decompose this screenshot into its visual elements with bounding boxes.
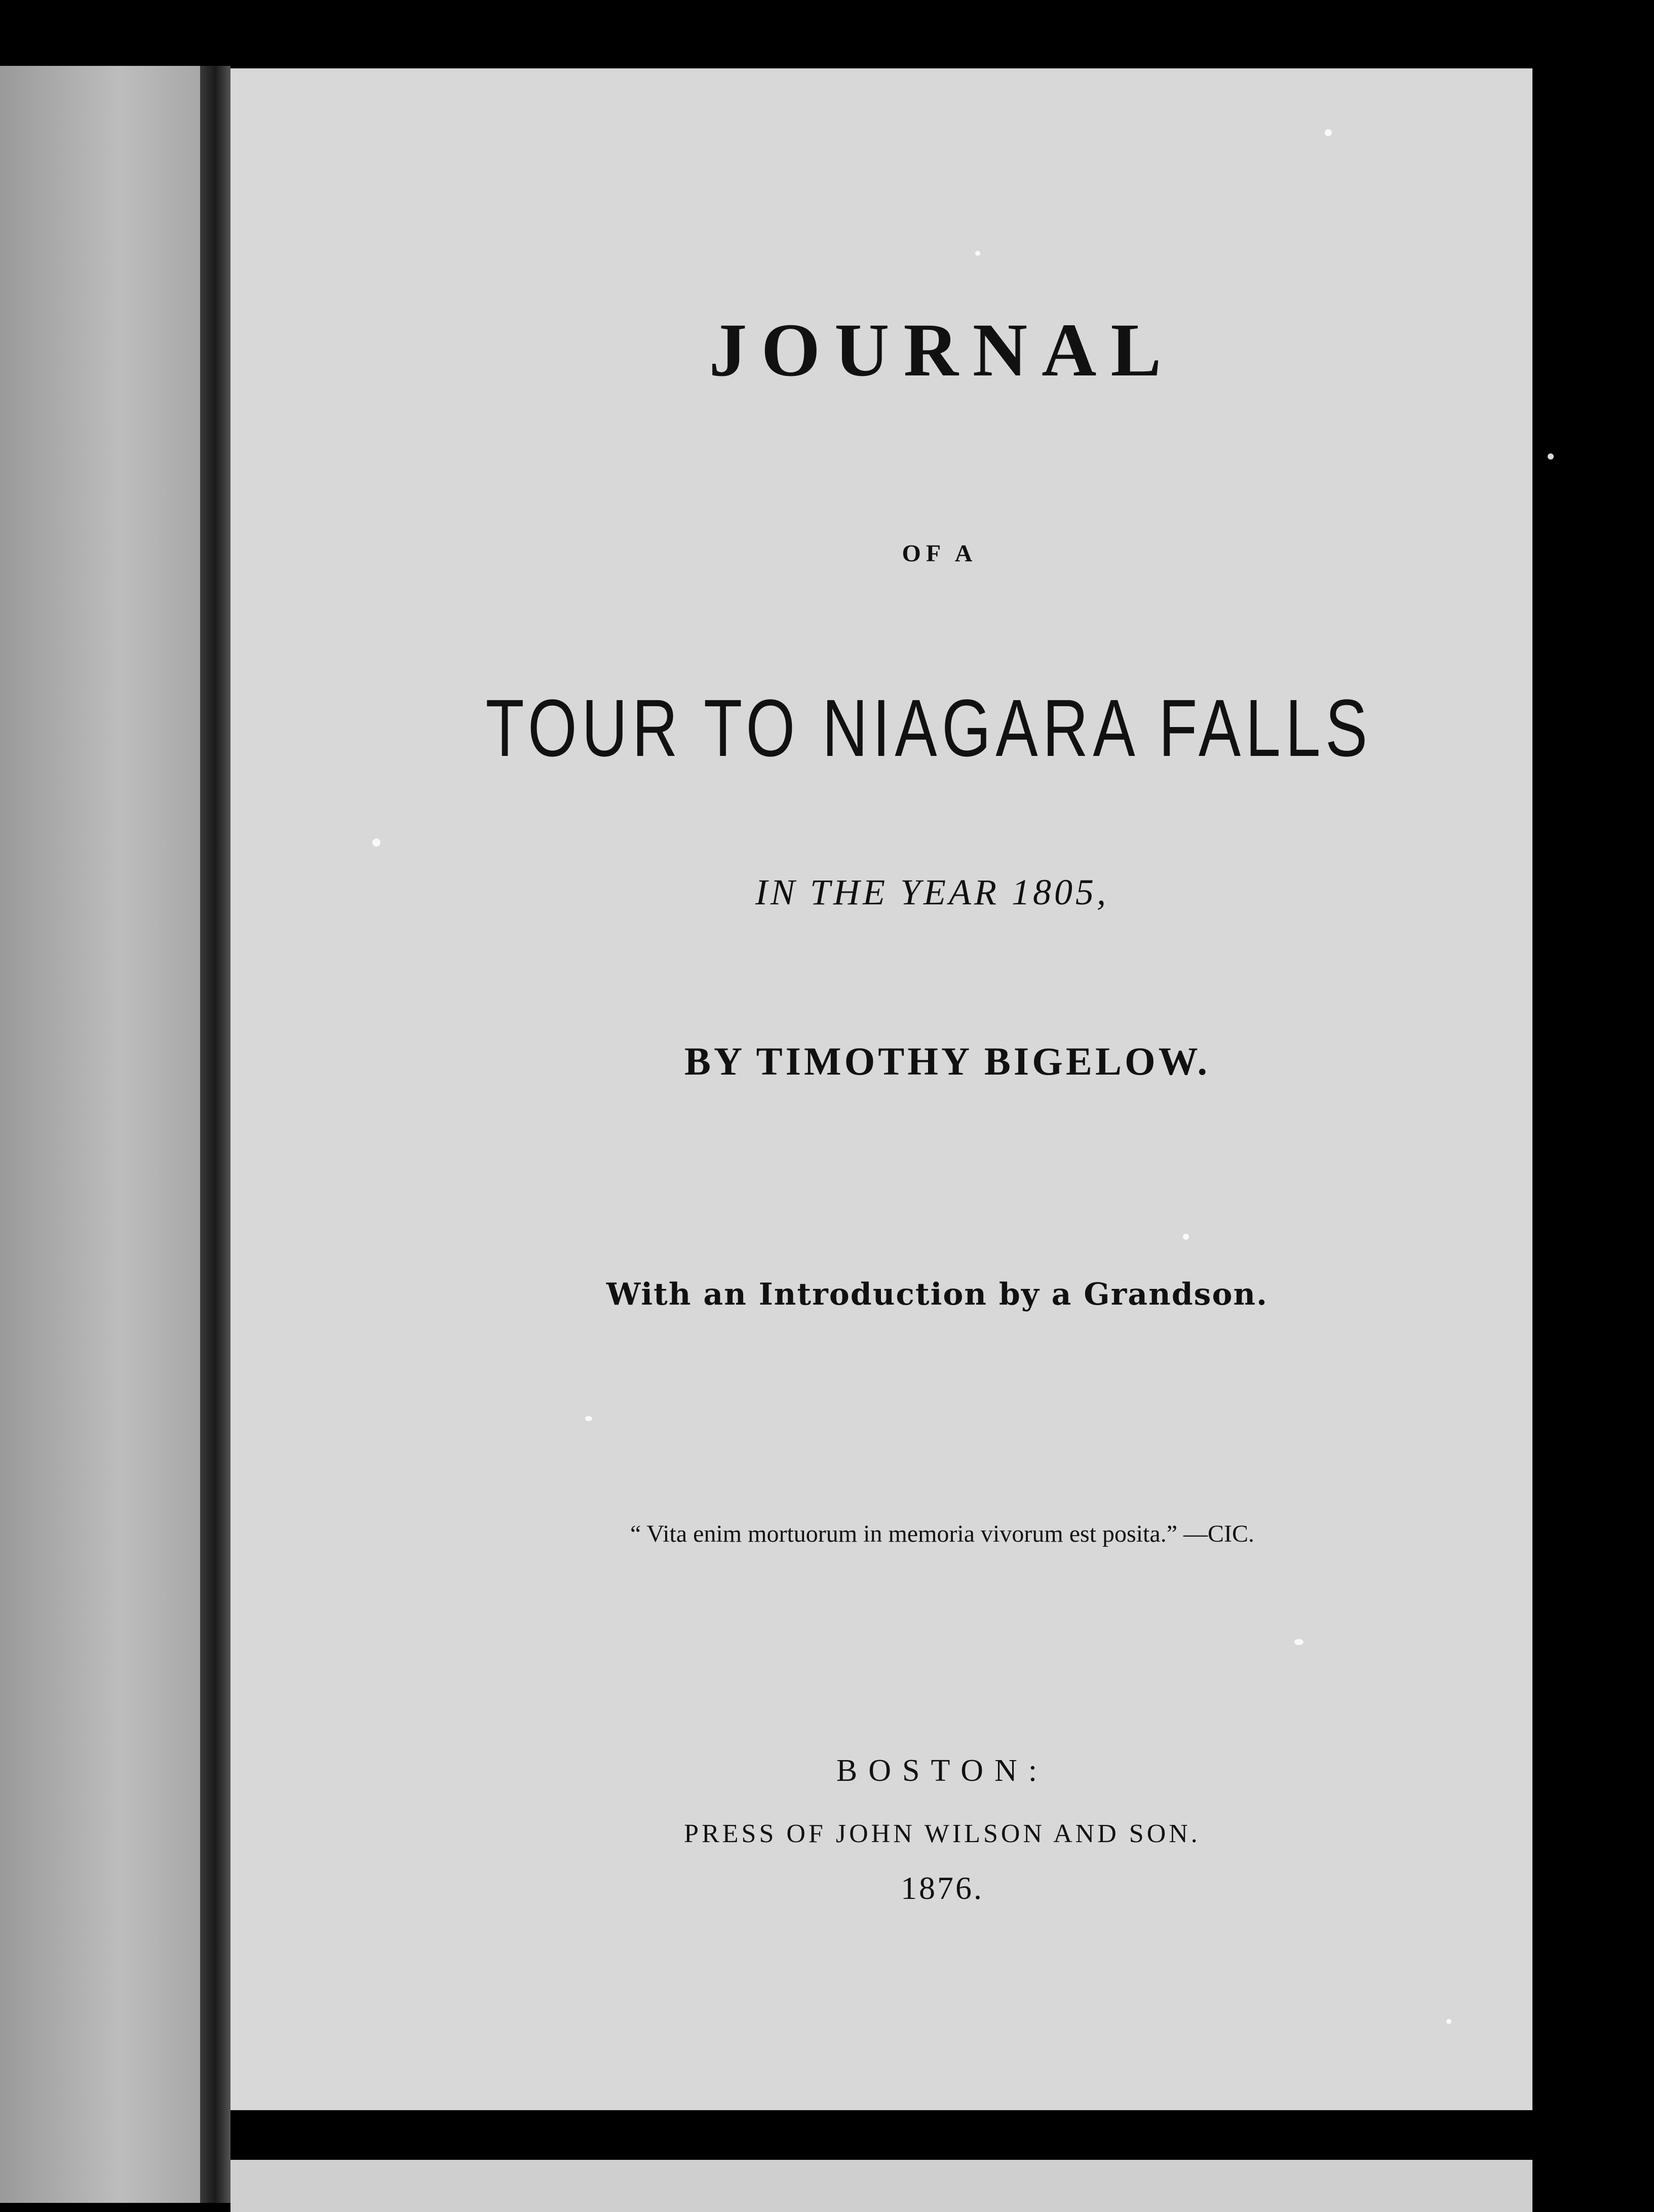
title-page [230, 68, 1532, 2110]
introduction-line: With an Introduction by a Grandson. [606, 1277, 1268, 1312]
year-line: IN THE YEAR 1805, [755, 872, 1109, 912]
imprint-year: 1876. [901, 1870, 984, 1906]
scan-speck [975, 251, 980, 256]
facing-page-edge [0, 66, 200, 2203]
scan-speck [1325, 129, 1332, 136]
scan-speck [585, 1416, 592, 1421]
main-title: TOUR TO NIAGARA FALLS [485, 682, 1372, 773]
book-gutter [200, 66, 230, 2203]
title-connector: OF A [902, 540, 978, 567]
author-line: BY TIMOTHY BIGELOW. [684, 1039, 1210, 1083]
scan-speck [372, 838, 380, 847]
scan-speck [1548, 453, 1554, 460]
scan-speck [1446, 2019, 1451, 2024]
imprint-press: PRESS OF JOHN WILSON AND SON. [684, 1819, 1201, 1848]
scan-speck [1183, 1234, 1189, 1240]
title-heading: JOURNAL [709, 308, 1176, 392]
imprint-city: BOSTON: [836, 1753, 1049, 1788]
epigraph: “ Vita enim mortuorum in memoria vivorum est posita.” —CIC. [630, 1520, 1255, 1547]
scan-speck [1294, 1639, 1303, 1645]
